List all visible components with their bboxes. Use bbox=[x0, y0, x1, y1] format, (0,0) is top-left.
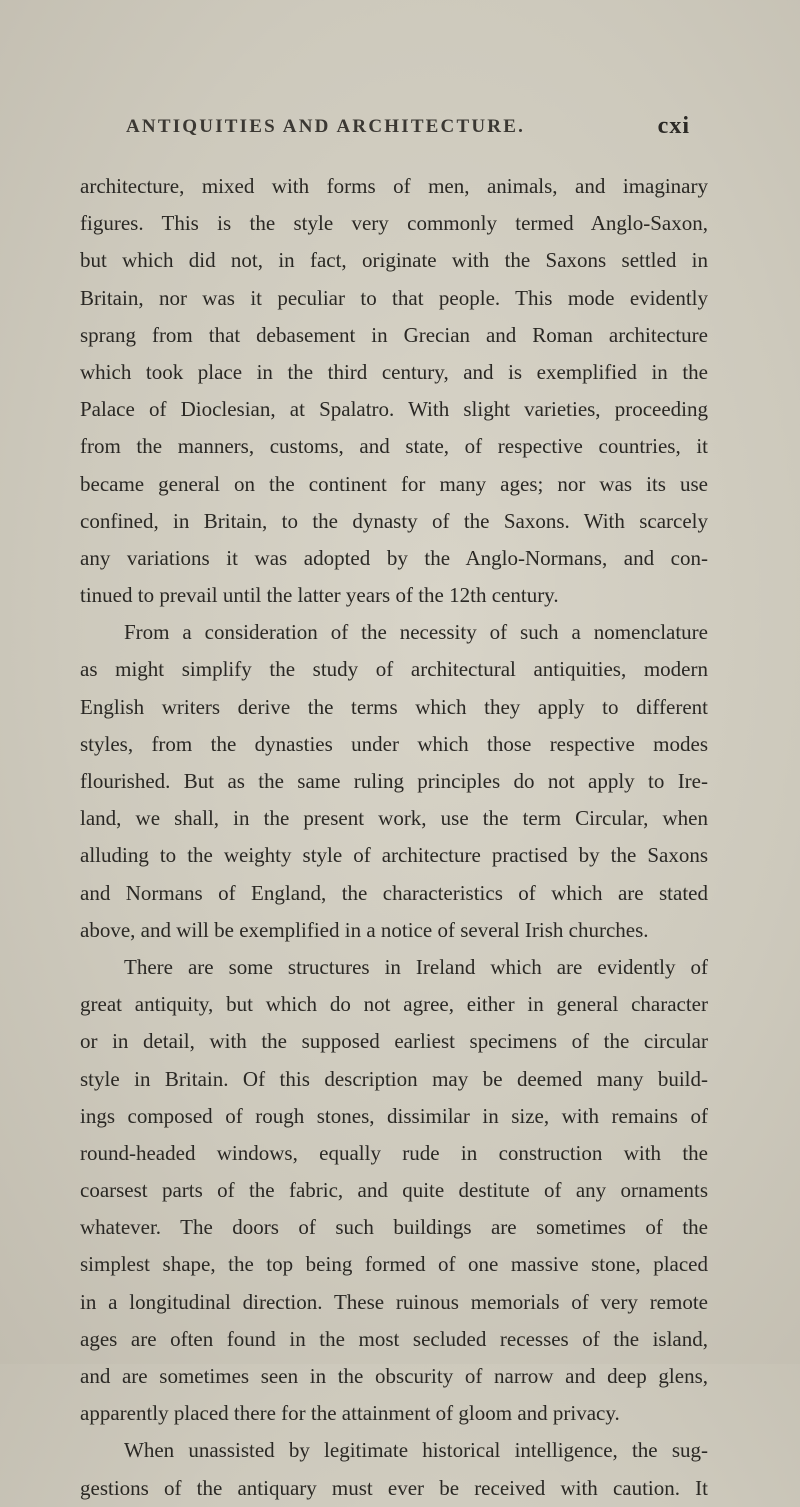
text-line: simplest shape, the top being formed of one massive stone, placed bbox=[80, 1252, 708, 1277]
text-line: from the manners, customs, and state, of respective countries, it bbox=[80, 434, 708, 459]
body-text bbox=[80, 168, 708, 1507]
text-line: ages are often found in the most secluded recesses of the island, bbox=[80, 1326, 708, 1351]
text-line: as might simplify the study of architectural antiquities, modern bbox=[80, 657, 708, 682]
text-line: and are sometimes seen in the obscurity of narrow and deep glens, bbox=[80, 1364, 708, 1388]
text-line: sprang from that debasement in Grecian and Roman architecture bbox=[80, 322, 708, 347]
text-line: style in Britain. Of this description may be deemed many build- bbox=[80, 1066, 708, 1091]
text-line: gestions of the antiquary must ever be received with caution. It bbox=[80, 1475, 708, 1500]
running-head bbox=[0, 113, 800, 156]
text-line: Britain, nor was it peculiar to that people. This mode evidently bbox=[80, 285, 708, 310]
text-line: or in detail, with the supposed earliest specimens of the circular bbox=[80, 1029, 708, 1054]
paragraph-start-line: There are some structures in Ireland which are evidently of bbox=[124, 954, 708, 979]
text-line: and Normans of England, the characteristics of which are stated bbox=[80, 880, 708, 905]
paragraph-start-line: From a consideration of the necessity of such a nomenclature bbox=[124, 620, 708, 645]
text-line: styles, from the dynasties under which those respective modes bbox=[80, 731, 708, 756]
paragraph-start-line: When unassisted by legitimate historical intelligence, the sug- bbox=[124, 1438, 708, 1463]
text-line: above, and will be exemplified in a notice of several Irish churches. bbox=[80, 917, 649, 942]
text-line: Palace of Dioclesian, at Spalatro. With slight varieties, proceeding bbox=[80, 397, 708, 422]
text-line: which took place in the third century, and is exemplified in the bbox=[80, 359, 708, 384]
text-line: great antiquity, but which do not agree, either in general character bbox=[80, 992, 708, 1017]
text-line: ings composed of rough stones, dissimilar in size, with remains of bbox=[80, 1103, 708, 1128]
text-line: flourished. But as the same ruling principles do not apply to Ire- bbox=[80, 769, 708, 793]
text-line: architecture, mixed with forms of men, animals, and imaginary bbox=[80, 174, 708, 198]
text-line: land, we shall, in the present work, use the term Circular, when bbox=[80, 806, 708, 831]
text-line: apparently placed there for the attainment of gloom and privacy. bbox=[80, 1401, 620, 1426]
text-line: English writers derive the terms which they apply to different bbox=[80, 694, 708, 719]
text-line: whatever. The doors of such buildings are sometimes of the bbox=[80, 1215, 708, 1240]
text-line: coarsest parts of the fabric, and quite destitute of any ornaments bbox=[80, 1178, 708, 1203]
text-line: became general on the continent for many ages; nor was its use bbox=[80, 471, 708, 496]
text-line: any variations it was adopted by the Anglo-Normans, and con- bbox=[80, 545, 708, 570]
text-line: in a longitudinal direction. These ruinous memorials of very remote bbox=[80, 1289, 708, 1314]
text-line: figures. This is the style very commonly termed Anglo-Saxon, bbox=[80, 211, 708, 236]
text-line: round-headed windows, equally rude in construction with the bbox=[80, 1140, 708, 1165]
text-line: tinued to prevail until the latter years of the 12th century. bbox=[80, 583, 559, 608]
text-line: but which did not, in fact, originate with the Saxons settled in bbox=[80, 248, 708, 273]
page-number: cxi bbox=[657, 113, 690, 139]
text-line: confined, in Britain, to the dynasty of the Saxons. With scarcely bbox=[80, 508, 708, 533]
running-title: ANTIQUITIES AND ARCHITECTURE. bbox=[126, 116, 526, 137]
text-line: alluding to the weighty style of architecture practised by the Saxons bbox=[80, 843, 708, 868]
